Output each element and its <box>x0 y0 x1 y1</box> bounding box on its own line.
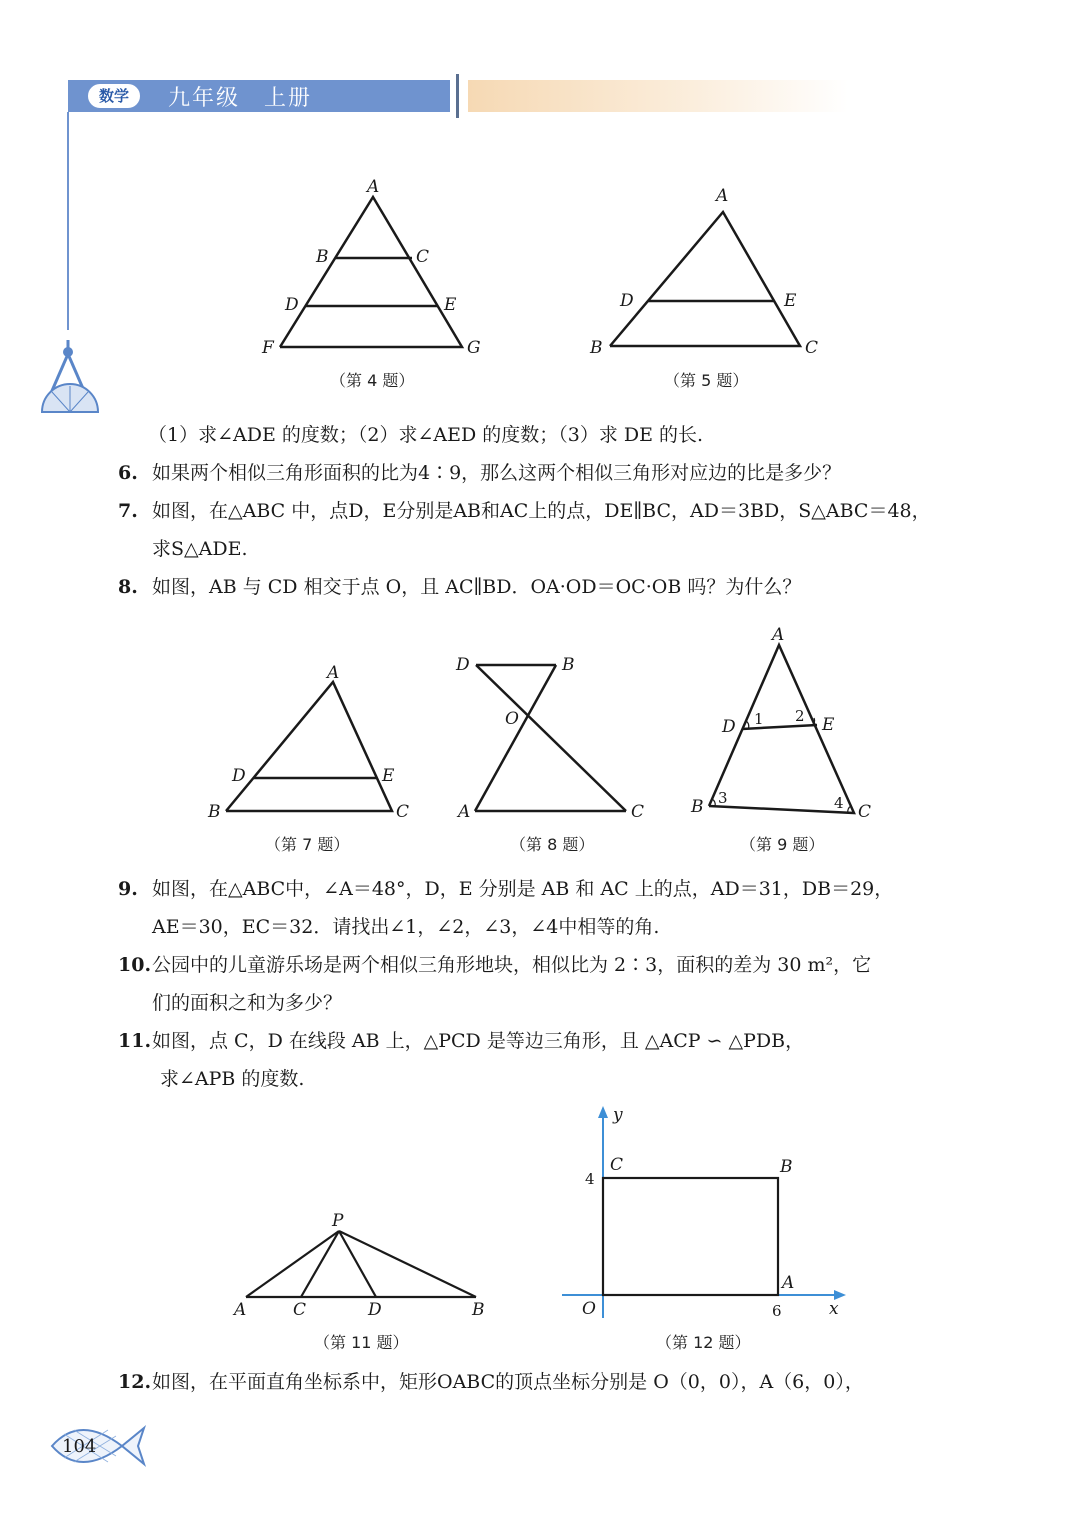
fig11-label-C: C <box>293 1300 307 1320</box>
fig7-label-C: C <box>396 802 410 822</box>
book-title: 九年级 上册 <box>168 86 313 111</box>
q8-number: 8. <box>118 576 138 598</box>
subject-badge: 数学 <box>86 82 142 110</box>
fig8-label-B: B <box>562 655 575 675</box>
q11-number: 11. <box>118 1030 152 1052</box>
fig8-label-A: A <box>458 802 471 822</box>
fig8-label-O: O <box>505 709 519 729</box>
question-12 <box>118 1370 864 1394</box>
fig12-label-C: C <box>610 1155 624 1175</box>
q8-text: 如图，AB 与 CD 相交于点 O，且 AC∥BD．OA·OD＝OC·OB 吗？为什么？ <box>152 576 802 598</box>
fig9-label-A: A <box>772 625 785 645</box>
q7-text-b: 求S△ADE. <box>152 538 248 560</box>
fig7-label-D: D <box>232 766 246 786</box>
fig12-label-x: x <box>829 1299 839 1319</box>
fig9-angle-2: 2 <box>795 707 805 725</box>
fig4-label-A: A <box>367 177 380 197</box>
fig8-label-C: C <box>631 802 645 822</box>
q12-text: 如图，在平面直角坐标系中，矩形OABC的顶点坐标分别是 O（0，0），A（6，0）， <box>152 1371 864 1393</box>
fig12-label-y: y <box>613 1105 623 1125</box>
page-number: 104 <box>62 1436 97 1457</box>
q12-number: 12. <box>118 1371 152 1393</box>
fig9-angle-4: 4 <box>834 794 844 812</box>
fig5-label-C: C <box>805 338 819 358</box>
fig7-label-B: B <box>208 802 221 822</box>
fig4-label-G: G <box>467 338 481 358</box>
fig4-label-C: C <box>416 247 430 267</box>
q9-text-a: 如图，在△ABC中，∠A＝48°，D，E 分别是 AB 和 AC 上的点，AD＝31，DB＝29， <box>152 878 894 900</box>
q10-number: 10. <box>118 954 152 976</box>
fig11-label-D: D <box>368 1300 382 1320</box>
fig4-label-B: B <box>316 247 329 267</box>
fig9-label-C: C <box>858 802 872 822</box>
fig9-label-B: B <box>691 797 704 817</box>
fig11-caption: （第 11 题） <box>314 1333 409 1352</box>
fig9-angle-3: 3 <box>718 789 728 807</box>
fig12-label-O: O <box>582 1299 596 1319</box>
q9-number: 9. <box>118 878 138 900</box>
q6-text: 如果两个相似三角形面积的比为4∶9，那么这两个相似三角形对应边的比是多少？ <box>152 462 842 484</box>
fig9-caption: （第 9 题） <box>740 835 825 854</box>
fig5-label-B: B <box>590 338 603 358</box>
q6-number: 6. <box>118 462 138 484</box>
fig5-caption: （第 5 题） <box>664 371 749 390</box>
q10-text-b: 们的面积之和为多少？ <box>152 992 343 1014</box>
fig4-label-F: F <box>262 338 274 358</box>
fig11-label-A: A <box>234 1300 247 1320</box>
q10-text-a: 公园中的儿童游乐场是两个相似三角形地块，相似比为 2∶3，面积的差为 30 m²，它 <box>152 954 872 976</box>
fig4-label-E: E <box>444 295 457 315</box>
fig7-label-A: A <box>327 663 340 683</box>
q9-text-b: AE＝30，EC＝32．请找出∠1，∠2，∠3，∠4中相等的角. <box>152 916 660 938</box>
fig9-angle-1: 1 <box>754 710 764 728</box>
fig5-label-A: A <box>716 186 729 206</box>
q7-number: 7. <box>118 500 138 522</box>
fig9-label-E: E <box>822 715 835 735</box>
fig11-label-P: P <box>332 1211 344 1231</box>
fig12-caption: （第 12 题） <box>656 1333 751 1352</box>
q5-parts: （1）求∠ADE 的度数；（2）求∠AED 的度数；（3）求 DE 的长. <box>148 424 704 446</box>
q7-text-a: 如图，在△ABC 中，点D，E分别是AB和AC上的点，DE∥BC，AD＝3BD，S△ABC＝48， <box>152 500 931 522</box>
q11-text-a: 如图，点 C，D 在线段 AB 上，△PCD 是等边三角形，且 △ACP ∽ △PDB， <box>152 1030 805 1052</box>
fig12-label-A: A <box>782 1273 795 1293</box>
fig8-label-D: D <box>456 655 470 675</box>
fig12-tick-4: 4 <box>585 1170 595 1188</box>
fig5-label-E: E <box>784 291 797 311</box>
fig9-label-D: D <box>722 717 736 737</box>
fig11-label-B: B <box>472 1300 485 1320</box>
fig7-label-E: E <box>382 766 395 786</box>
fig5-label-D: D <box>620 291 634 311</box>
q11-text-b: 求∠APB 的度数. <box>160 1068 305 1090</box>
fig12-tick-6: 6 <box>772 1302 782 1320</box>
fig4-label-D: D <box>285 295 299 315</box>
fig4-caption: （第 4 题） <box>330 371 415 390</box>
fig7-caption: （第 7 题） <box>265 835 350 854</box>
fig8-caption: （第 8 题） <box>510 835 595 854</box>
fig12-label-B: B <box>780 1157 793 1177</box>
